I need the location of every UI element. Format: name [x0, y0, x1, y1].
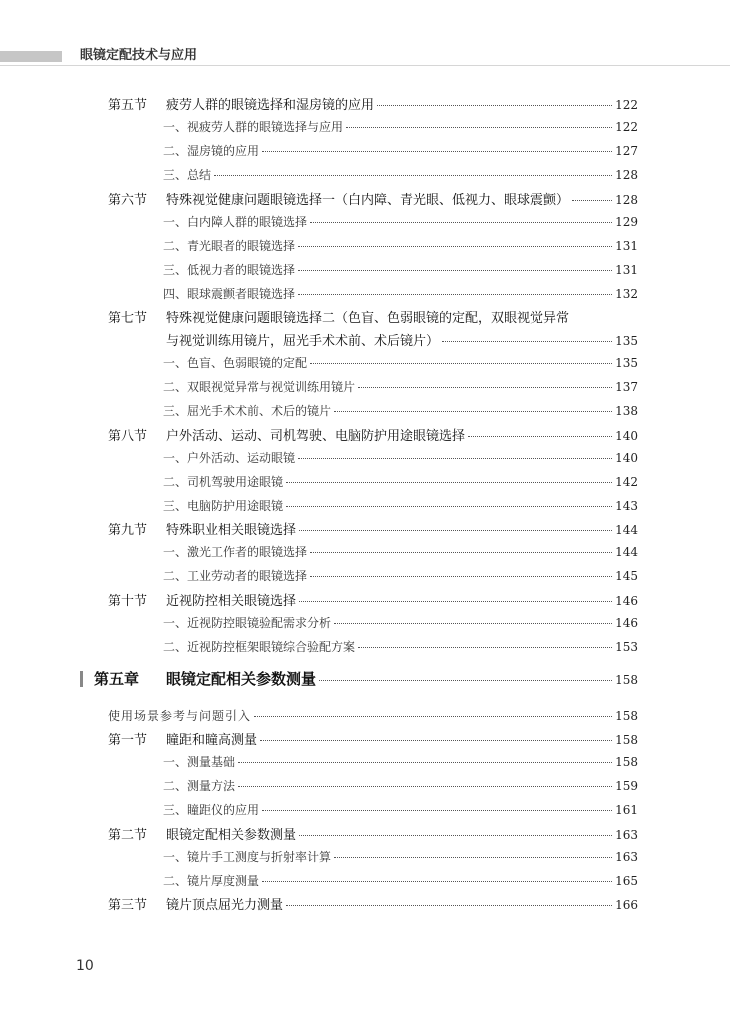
page-ref: 140: [615, 451, 638, 465]
page-ref: 165: [615, 874, 638, 888]
dot-leader: [286, 482, 612, 483]
chapter-marker-bar: [80, 671, 83, 687]
item-title: 一、镜片手工测度与折射率计算: [163, 850, 332, 864]
item-title: 一、户外活动、运动眼镜: [163, 451, 296, 465]
page-ref: 129: [615, 215, 638, 229]
dot-leader: [468, 436, 612, 437]
page-ref: 132: [615, 287, 638, 301]
item-title: 二、近视防控框架眼镜综合验配方案: [163, 640, 356, 654]
item-title: 一、近视防控眼镜验配需求分析: [163, 616, 332, 630]
toc-section-8[interactable]: [108, 425, 638, 444]
dot-leader: [299, 835, 612, 836]
page-ref: 166: [615, 898, 638, 912]
toc-section-10[interactable]: [108, 590, 638, 609]
dot-leader: [238, 786, 612, 787]
page-ref: 127: [615, 144, 638, 158]
dot-leader: [310, 363, 612, 364]
page-number: 10: [76, 958, 94, 974]
section-number: 第七节: [108, 311, 148, 326]
page-ref: 163: [615, 850, 638, 864]
dot-leader: [238, 762, 612, 763]
item-title: 一、视疲劳人群的眼镜选择与应用: [163, 120, 344, 134]
dot-leader: [214, 175, 612, 176]
item-title: 二、测量方法: [163, 779, 236, 793]
page-ref: 153: [615, 640, 638, 654]
item-title: 二、工业劳动者的眼镜选择: [163, 569, 308, 583]
toc-item[interactable]: [163, 777, 638, 794]
dot-leader: [377, 105, 612, 106]
section-title: 瞳距和瞳高测量: [166, 733, 258, 748]
page-ref: 131: [615, 239, 638, 253]
dot-leader: [254, 716, 612, 717]
item-title: 三、低视力者的眼镜选择: [163, 263, 296, 277]
toc-item[interactable]: [163, 801, 638, 818]
running-header-title: 眼镜定配技术与应用: [80, 48, 198, 63]
section-number: 第三节: [108, 898, 148, 913]
section-title-line-2: 与视觉训练用镜片，屈光手术术前、术后镜片）: [166, 334, 440, 349]
page-ref: 140: [615, 429, 638, 443]
section-number: 第二节: [108, 828, 148, 843]
page-ref: 146: [615, 594, 638, 608]
item-title: 二、双眼视觉异常与视觉训练用镜片: [163, 380, 356, 394]
section-title: 近视防控相关眼镜选择: [166, 594, 297, 609]
dot-leader: [262, 810, 612, 811]
toc-item[interactable]: [163, 237, 638, 254]
dot-leader: [298, 458, 612, 459]
item-title: 一、色盲、色弱眼镜的定配: [163, 356, 308, 370]
chapter-number: 第五章: [94, 670, 140, 688]
dot-leader: [334, 411, 612, 412]
toc-c5-section-1[interactable]: [108, 729, 638, 748]
dot-leader: [262, 881, 612, 882]
section-number: 第十节: [108, 594, 148, 609]
page-ref: 138: [615, 404, 638, 418]
toc-item[interactable]: [163, 142, 638, 159]
dot-leader: [442, 341, 612, 342]
dot-leader: [260, 740, 612, 741]
dot-leader: [319, 680, 612, 681]
toc-section-5[interactable]: [108, 94, 638, 113]
section-title: 特殊视觉健康问题眼镜选择一（白内障、青光眼、低视力、眼球震颤）: [166, 193, 570, 208]
section-title: 眼镜定配相关参数测量: [166, 828, 297, 843]
toc-item[interactable]: [163, 261, 638, 278]
section-number: 第六节: [108, 193, 148, 208]
item-title: 三、总结: [163, 168, 212, 182]
section-title: 疲劳人群的眼镜选择和湿房镜的应用: [166, 98, 375, 113]
page-ref: 145: [615, 569, 638, 583]
toc-section-7[interactable]: [108, 307, 638, 326]
toc-intro[interactable]: [108, 707, 638, 724]
page-ref: 158: [615, 673, 638, 687]
dot-leader: [299, 530, 612, 531]
dot-leader: [334, 857, 612, 858]
header-accent-bar: [0, 51, 62, 62]
dot-leader: [298, 294, 612, 295]
toc-c5-section-2[interactable]: [108, 824, 638, 843]
dot-leader: [358, 387, 612, 388]
page-ref: 158: [615, 733, 638, 747]
page-ref: 159: [615, 779, 638, 793]
section-number: 第八节: [108, 429, 148, 444]
dot-leader: [286, 905, 612, 906]
dot-leader: [310, 552, 612, 553]
dot-leader: [298, 246, 612, 247]
dot-leader: [572, 200, 612, 201]
toc-item[interactable]: [163, 378, 638, 395]
toc-item[interactable]: [163, 449, 638, 466]
toc-item[interactable]: [163, 285, 638, 302]
intro-title: 使用场景参考与问题引入: [108, 709, 252, 723]
dot-leader: [334, 623, 612, 624]
toc-item[interactable]: [163, 753, 638, 770]
section-title: 镜片顶点屈光力测量: [166, 898, 284, 913]
toc-item[interactable]: [163, 614, 638, 631]
toc-item[interactable]: [163, 213, 638, 230]
item-title: 四、眼球震颤者眼镜选择: [163, 287, 296, 301]
item-title: 一、白内障人群的眼镜选择: [163, 215, 308, 229]
toc-item[interactable]: [163, 638, 638, 655]
toc-item[interactable]: [163, 567, 638, 584]
item-title: 二、青光眼者的眼镜选择: [163, 239, 296, 253]
page-ref: 158: [615, 755, 638, 769]
item-title: 三、瞳距仪的应用: [163, 803, 260, 817]
header-divider: [0, 65, 730, 66]
toc-chapter-5[interactable]: [94, 668, 638, 689]
item-title: 二、湿房镜的应用: [163, 144, 260, 158]
page-ref: 146: [615, 616, 638, 630]
toc-section-6[interactable]: [108, 189, 638, 208]
page-ref: 137: [615, 380, 638, 394]
page-ref: 122: [615, 120, 638, 134]
page-ref: 163: [615, 828, 638, 842]
section-number: 第一节: [108, 733, 148, 748]
page-ref: 128: [615, 168, 638, 182]
item-title: 二、司机驾驶用途眼镜: [163, 475, 284, 489]
section-title: 户外活动、运动、司机驾驶、电脑防护用途眼镜选择: [166, 429, 466, 444]
dot-leader: [262, 151, 612, 152]
dot-leader: [358, 647, 612, 648]
toc-c5-section-3[interactable]: [108, 894, 638, 913]
chapter-title: 眼镜定配相关参数测量: [166, 670, 317, 688]
section-number: 第九节: [108, 523, 148, 538]
section-title: 特殊职业相关眼镜选择: [166, 523, 297, 538]
page-ref: 143: [615, 499, 638, 513]
page-ref: 161: [615, 803, 638, 817]
page-ref: 142: [615, 475, 638, 489]
dot-leader: [346, 127, 612, 128]
page-ref: 158: [615, 709, 638, 723]
toc-item[interactable]: [163, 118, 638, 135]
dot-leader: [298, 270, 612, 271]
toc-item[interactable]: [163, 166, 638, 183]
dot-leader: [299, 601, 612, 602]
section-number: 第五节: [108, 98, 148, 113]
section-title-line-1: 特殊视觉健康问题眼镜选择二（色盲、色弱眼镜的定配，双眼视觉异常: [166, 311, 570, 326]
item-title: 三、屈光手术术前、术后的镜片: [163, 404, 332, 418]
page-ref: 131: [615, 263, 638, 277]
toc-item[interactable]: [163, 872, 638, 889]
toc-section-7-continued[interactable]: [108, 330, 638, 349]
page-ref: 135: [615, 334, 638, 348]
item-title: 二、镜片厚度测量: [163, 874, 260, 888]
page-ref: 122: [615, 98, 638, 112]
toc-item[interactable]: [163, 402, 638, 419]
page-ref: 144: [615, 523, 638, 537]
toc-section-9[interactable]: [108, 519, 638, 538]
dot-leader: [286, 506, 612, 507]
toc-item[interactable]: [163, 497, 638, 514]
item-title: 一、测量基础: [163, 755, 236, 769]
dot-leader: [310, 222, 612, 223]
item-title: 一、激光工作者的眼镜选择: [163, 545, 308, 559]
page-ref: 135: [615, 356, 638, 370]
toc-item[interactable]: [163, 848, 638, 865]
toc-item[interactable]: [163, 543, 638, 560]
toc-item[interactable]: [163, 354, 638, 371]
page-ref: 144: [615, 545, 638, 559]
dot-leader: [310, 576, 612, 577]
toc-item[interactable]: [163, 473, 638, 490]
item-title: 三、电脑防护用途眼镜: [163, 499, 284, 513]
page-ref: 128: [615, 193, 638, 207]
